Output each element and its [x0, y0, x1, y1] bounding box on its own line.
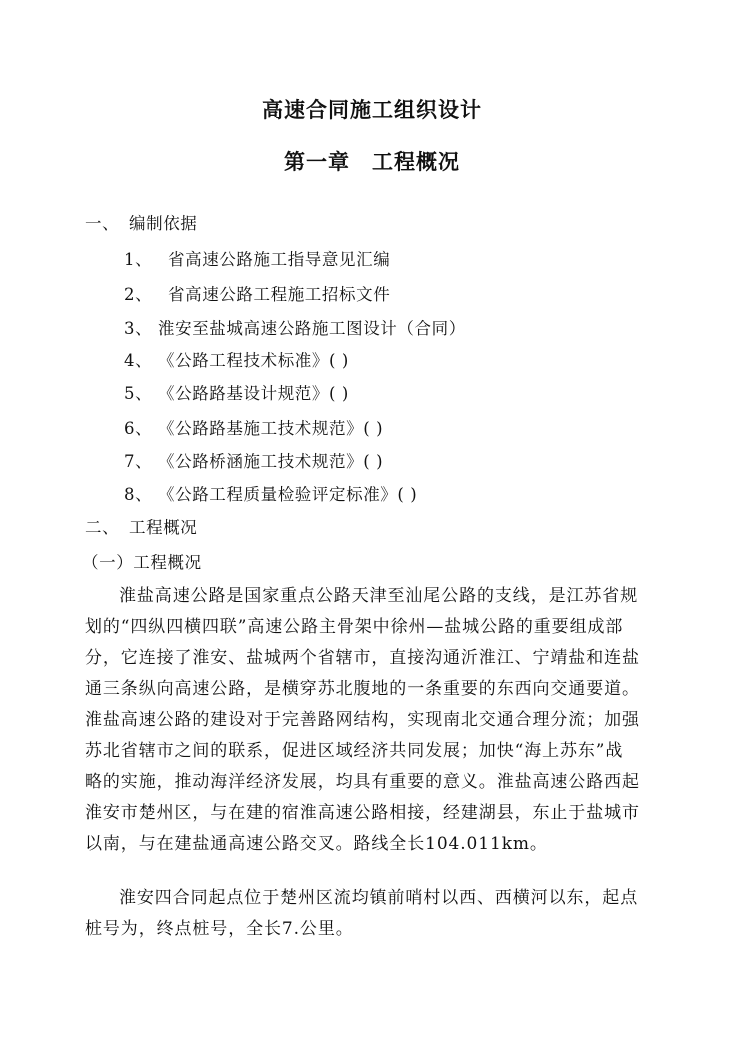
reference-text: 《公路路基设计规范》( ) [158, 384, 349, 403]
overview-paragraph [85, 581, 665, 860]
paragraph-line: 苏北省辖市之间的联系，促进区域经济共同发展；加快“海上苏东”战 [85, 741, 624, 761]
paragraph-line: 略的实施，推动海洋经济发展，均具有重要的意义。淮盐高速公路西起 [85, 772, 640, 792]
reference-item [124, 318, 466, 340]
reference-text: 省高速公路工程施工招标文件 [168, 285, 391, 304]
reference-item [124, 383, 349, 405]
reference-number: 4、 [124, 351, 153, 370]
paragraph-line: 淮盐高速公路的建设对于完善路网结构，实现南北交通合理分流；加强 [85, 710, 640, 730]
contract-paragraph [85, 883, 665, 945]
reference-text: 《公路路基施工技术规范》( ) [158, 419, 384, 438]
reference-number: 1、 [124, 250, 153, 269]
reference-item [124, 249, 390, 271]
reference-item [124, 451, 383, 473]
reference-text: 《公路桥涵施工技术规范》( ) [158, 452, 384, 471]
reference-text: 淮安至盐城高速公路施工图设计（合同） [158, 319, 466, 338]
reference-text: 省高速公路施工指导意见汇编 [168, 250, 391, 269]
reference-number: 3、 [124, 319, 153, 338]
paragraph-line: 划的“四纵四横四联”高速公路主骨架中徐州—盐城公路的重要组成部 [85, 617, 624, 637]
paragraph-line: 通三条纵向高速公路，是横穿苏北腹地的一条重要的东西向交通要道。 [85, 679, 640, 699]
section-number: 一、 [85, 214, 120, 233]
chapter-label: 第一章 [284, 150, 350, 174]
reference-text: 《公路工程质量检验评定标准》( ) [158, 485, 418, 504]
paragraph-line: 淮盐高速公路是国家重点公路天津至汕尾公路的支线，是江苏省规 [119, 586, 639, 606]
paragraph-line: 分，它连接了淮安、盐城两个省辖市，直接沟通沂淮江、宁靖盐和连盐 [85, 648, 640, 668]
reference-number: 8、 [124, 485, 153, 504]
paragraph-line: 桩号为，终点桩号，全长7.公里。 [85, 919, 354, 939]
reference-number: 2、 [124, 285, 153, 304]
reference-item [124, 484, 417, 506]
section-heading-text: 编制依据 [129, 214, 198, 233]
reference-item [124, 418, 383, 440]
chapter-title [0, 146, 744, 176]
reference-text: 《公路工程技术标准》( ) [158, 351, 349, 370]
chapter-name: 工程概况 [372, 150, 460, 174]
reference-number: 6、 [124, 419, 153, 438]
subsection-heading: （一）工程概况 [82, 553, 202, 572]
reference-number: 5、 [124, 384, 153, 403]
reference-number: 7、 [124, 452, 153, 471]
section-heading-basis [85, 213, 197, 235]
section-heading-text: 工程概况 [129, 518, 198, 537]
paragraph-line: 淮安市楚州区，与在建的宿淮高速公路相接，经建湖县，东止于盐城市 [85, 803, 640, 823]
section-heading-overview [85, 517, 197, 539]
section-number: 二、 [85, 518, 120, 537]
paragraph-line: 淮安四合同起点位于楚州区流均镇前哨村以西、西横河以东，起点 [119, 888, 639, 908]
reference-item [124, 350, 349, 372]
document-title: 高速合同施工组织设计 [262, 98, 482, 122]
paragraph-line: 以南，与在建盐通高速公路交叉。路线全长104.011km。 [85, 834, 548, 854]
reference-item [124, 284, 390, 306]
